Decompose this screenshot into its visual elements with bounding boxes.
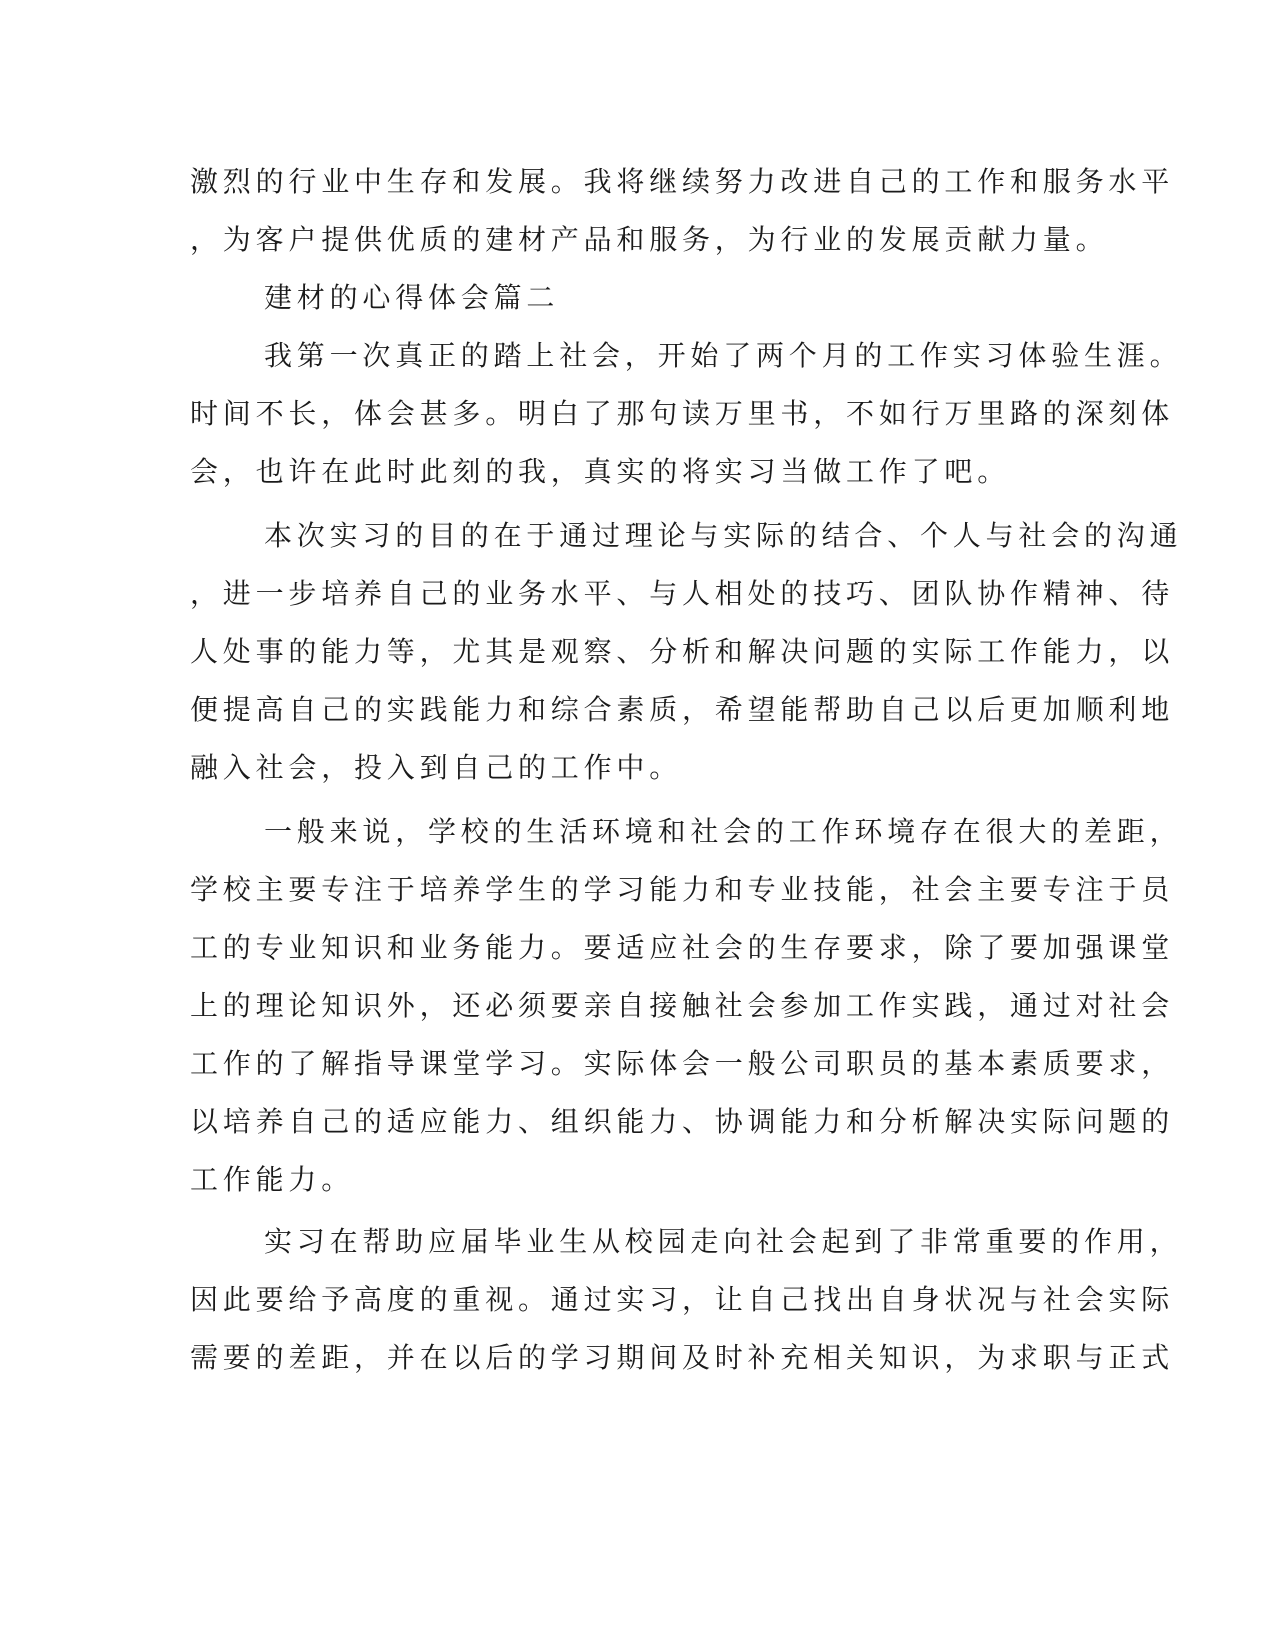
body-text-line: 学校主要专注于培养学生的学习能力和专业技能，社会主要专注于员: [190, 873, 1175, 906]
body-text-line: 融入社会，投入到自己的工作中。: [190, 751, 683, 784]
body-text-line: 工作能力。: [190, 1163, 355, 1196]
paragraph-first-line: 我第一次真正的踏上社会，开始了两个月的工作实习体验生涯。: [264, 339, 1183, 372]
section-heading: 建材的心得体会篇二: [264, 281, 560, 314]
body-text-line: 因此要给予高度的重视。通过实习，让自己找出自身状况与社会实际: [190, 1283, 1175, 1316]
body-text-line: 上的理论知识外，还必须要亲自接触社会参加工作实践，通过对社会: [190, 989, 1175, 1022]
paragraph-first-line: 实习在帮助应届毕业生从校园走向社会起到了非常重要的作用，: [264, 1225, 1183, 1258]
body-text-line: 需要的差距，并在以后的学习期间及时补充相关知识，为求职与正式: [190, 1341, 1175, 1374]
body-text-line: 便提高自己的实践能力和综合素质，希望能帮助自己以后更加顺利地: [190, 693, 1175, 726]
body-text-line: 工作的了解指导课堂学习。实际体会一般公司职员的基本素质要求，: [190, 1047, 1175, 1080]
paragraph-first-line: 一般来说，学校的生活环境和社会的工作环境存在很大的差距，: [264, 815, 1183, 848]
body-text-line: 人处事的能力等，尤其是观察、分析和解决问题的实际工作能力，以: [190, 635, 1175, 668]
body-text-line: 以培养自己的适应能力、组织能力、协调能力和分析解决实际问题的: [190, 1105, 1175, 1138]
body-text-line: 会，也许在此时此刻的我，真实的将实习当做工作了吧。: [190, 455, 1011, 488]
body-text-line: 激烈的行业中生存和发展。我将继续努力改进自己的工作和服务水平: [190, 165, 1175, 198]
body-text-line: 工的专业知识和业务能力。要适应社会的生存要求，除了要加强课堂: [190, 931, 1175, 964]
body-text-line: ，为客户提供优质的建材产品和服务，为行业的发展贡献力量。: [190, 223, 1109, 256]
paragraph-first-line: 本次实习的目的在于通过理论与实际的结合、个人与社会的沟通: [264, 519, 1183, 552]
body-text-line: 时间不长，体会甚多。明白了那句读万里书，不如行万里路的深刻体: [190, 397, 1175, 430]
body-text-line: ，进一步培养自己的业务水平、与人相处的技巧、团队协作精神、待: [190, 577, 1175, 610]
